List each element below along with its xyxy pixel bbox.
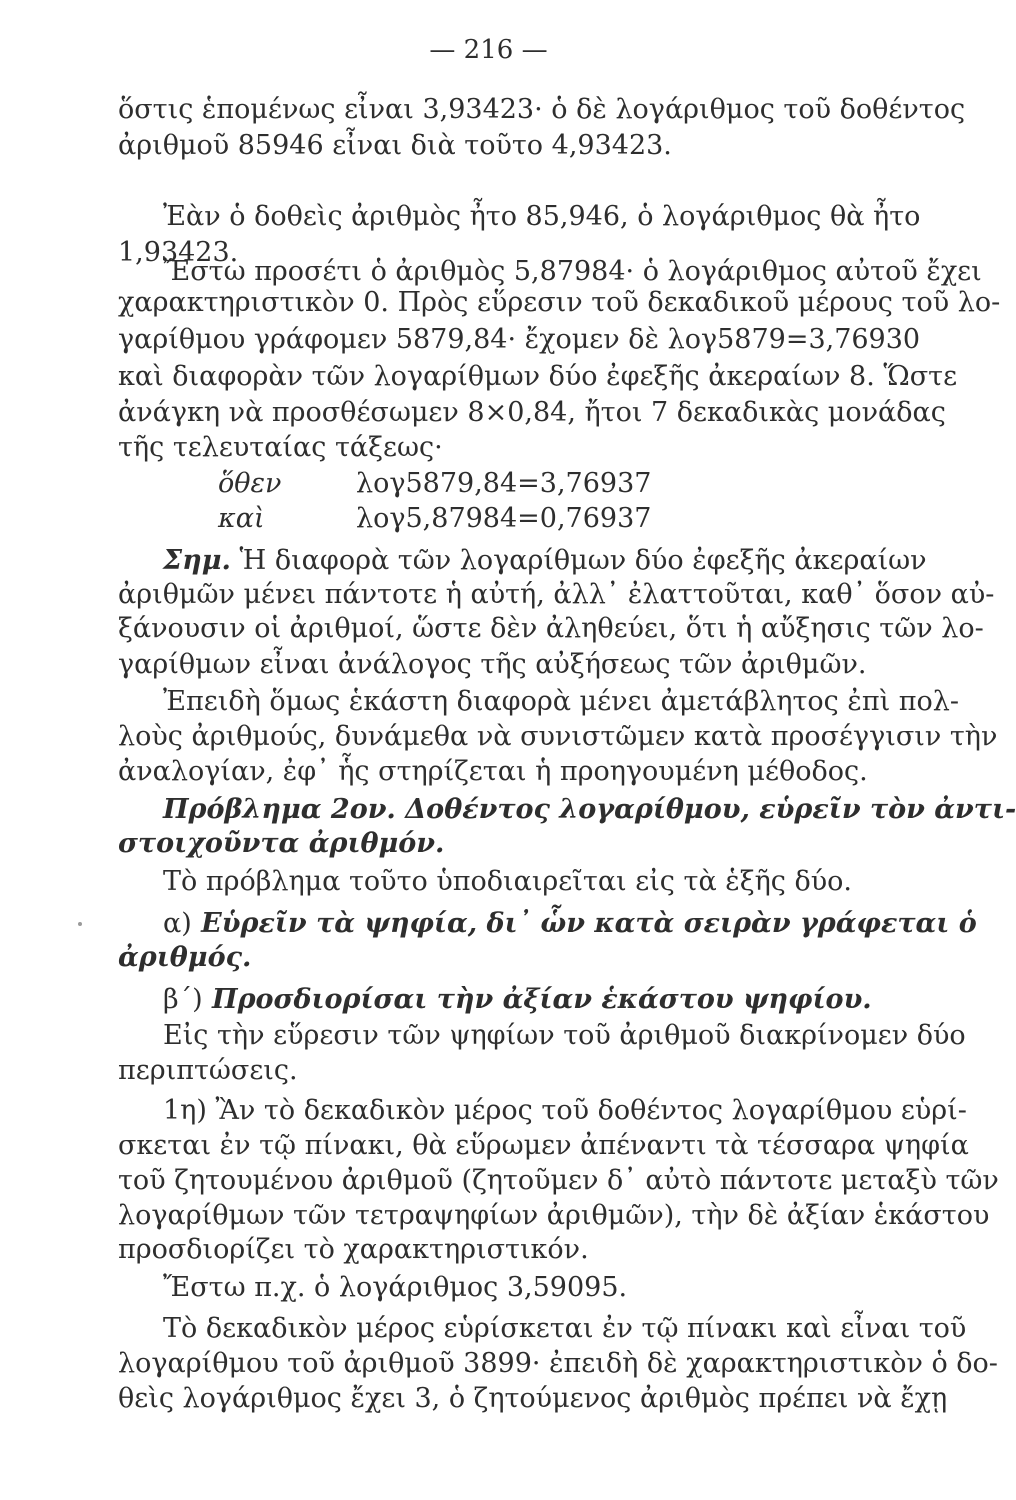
text-span: Προσδιορίσαι τὴν ἀξίαν ἑκάστου ψηφίου. <box>202 984 872 1015</box>
text-line: γαρίθμου γράφομεν 5879,84· ἔχομεν δὲ λογ5879=3,76930 <box>118 324 921 355</box>
text-line: Ἔστω προσέτι ὁ ἀριθμὸς 5,87984· ὁ λογάριθμος αὐτοῦ ἔχει <box>163 256 982 287</box>
text-line: ἀριθμός. <box>118 942 252 973</box>
subproblem-b <box>163 982 872 1018</box>
text-line: 1,93423. <box>118 237 239 268</box>
formula: λογ5,87984=0,76937 <box>356 503 652 534</box>
text-line: περιπτώσεις. <box>118 1055 298 1086</box>
formula-label: καὶ <box>218 503 265 534</box>
text-line: 1η) Ἂν τὸ δεκαδικὸν μέρος τοῦ δοθέντος λογαρίθμου εὑρί- <box>163 1095 967 1126</box>
text-line: ἀναλογίαν, ἐφ᾽ ἧς στηρίζεται ἡ προηγουμένη μέθοδος. <box>118 756 868 787</box>
formula-label: ὅθεν <box>218 468 282 499</box>
text-line: ξάνουσιν οἱ ἀριθμοί, ὥστε δὲν ἀληθεύει, ὅτι ἡ αὔξησις τῶν λο- <box>118 613 984 644</box>
text-line: τῆς τελευταίας τάξεως· <box>118 432 443 463</box>
text-line: Τὸ πρόβλημα τοῦτο ὑποδιαιρεῖται εἰς τὰ ἑξῆς δύο. <box>163 866 853 897</box>
text-line: ἀριθμοῦ 85946 εἶναι διὰ τοῦτο 4,93423. <box>118 130 672 161</box>
subproblem-a <box>163 906 977 942</box>
text-line: προσδιορίζει τὸ χαρακτηριστικόν. <box>118 1234 589 1265</box>
text-line: τοῦ ζητουμένου ἀριθμοῦ (ζητοῦμεν δ᾽ αὐτὸ πάντοτε μεταξὺ τῶν <box>118 1165 999 1196</box>
text-line: Τὸ δεκαδικὸν μέρος εὑρίσκεται ἐν τῷ πίνακι καὶ εἶναι τοῦ <box>163 1313 967 1344</box>
text-line: Ἔστω π.χ. ὁ λογάριθμος 3,59095. <box>163 1272 628 1303</box>
text-line: θεὶς λογάριθμος ἔχει 3, ὁ ζητούμενος ἀριθμὸς πρέπει νὰ ἔχῃ <box>118 1383 948 1414</box>
text-span: Ἡ διαφορὰ τῶν λογαρίθμων δύο ἐφεξῆς ἀκεραίων <box>230 545 927 576</box>
text-line: γαρίθμων εἶναι ἀνάλογος τῆς αὐξήσεως τῶν ἀριθμῶν. <box>118 649 867 680</box>
text-line: λογαρίθμου τοῦ ἀριθμοῦ 3899· ἐπειδὴ δὲ χαρακτηριστικὸν ὁ δο- <box>118 1348 998 1379</box>
scan-speck <box>78 922 82 926</box>
text-line: Ἐπειδὴ ὅμως ἑκάστη διαφορὰ μένει ἀμετάβλητος ἐπὶ πολ- <box>163 686 960 717</box>
problem-heading: Πρόβλημα 2ον. Δοθέντος λογαρίθμου, εὑρεῖν τὸν ἀντι- <box>163 794 1016 825</box>
text-line: λογαρίθμων τῶν τετραψηφίων ἀριθμῶν), τὴν δὲ ἀξίαν ἑκάστου <box>118 1200 990 1231</box>
text-line: ἀνάγκη νὰ προσθέσωμεν 8×0,84, ἤτοι 7 δεκαδικὰς μονάδας <box>118 397 946 428</box>
text-line: καὶ διαφορὰν τῶν λογαρίθμων δύο ἐφεξῆς ἀκεραίων 8. Ὥστε <box>118 361 958 392</box>
text-line: Ἐὰν ὁ δοθεὶς ἀριθμὸς ἦτο 85,946, ὁ λογάριθμος θὰ ἦτο <box>163 201 921 232</box>
text-line: χαρακτηριστικὸν 0. Πρὸς εὕρεσιν τοῦ δεκαδικοῦ μέρους τοῦ λο- <box>118 287 1001 318</box>
item-marker: α) <box>163 908 192 939</box>
text-line: Εἰς τὴν εὕρεσιν τῶν ψηφίων τοῦ ἀριθμοῦ διακρίνομεν δύο <box>163 1020 966 1051</box>
text-line: ὅστις ἑπομένως εἶναι 3,93423· ὁ δὲ λογάριθμος τοῦ δοθέντος <box>118 94 966 125</box>
note-line <box>163 543 927 579</box>
page-number: — 216 — <box>429 35 548 65</box>
item-marker: β΄) <box>163 984 203 1015</box>
text-line: ἀριθμῶν μένει πάντοτε ἡ αὐτή, ἀλλ᾽ ἐλαττοῦται, καθ᾽ ὅσον αὐ- <box>118 579 995 610</box>
note-label: Σημ. <box>163 545 231 576</box>
text-line: λοὺς ἀριθμούς, δυνάμεθα νὰ συνιστῶμεν κατὰ προσέγγισιν τὴν <box>118 721 998 752</box>
formula: λογ5879,84=3,76937 <box>356 468 652 499</box>
text-span: Εὑρεῖν τὰ ψηφία, δι᾽ ὧν κατὰ σειρὰν γράφεται ὁ <box>191 908 977 939</box>
problem-heading: στοιχοῦντα ἀριθμόν. <box>118 828 445 859</box>
text-line: σκεται ἐν τῷ πίνακι, θὰ εὕρωμεν ἀπέναντι τὰ τέσσαρα ψηφία <box>118 1130 969 1161</box>
